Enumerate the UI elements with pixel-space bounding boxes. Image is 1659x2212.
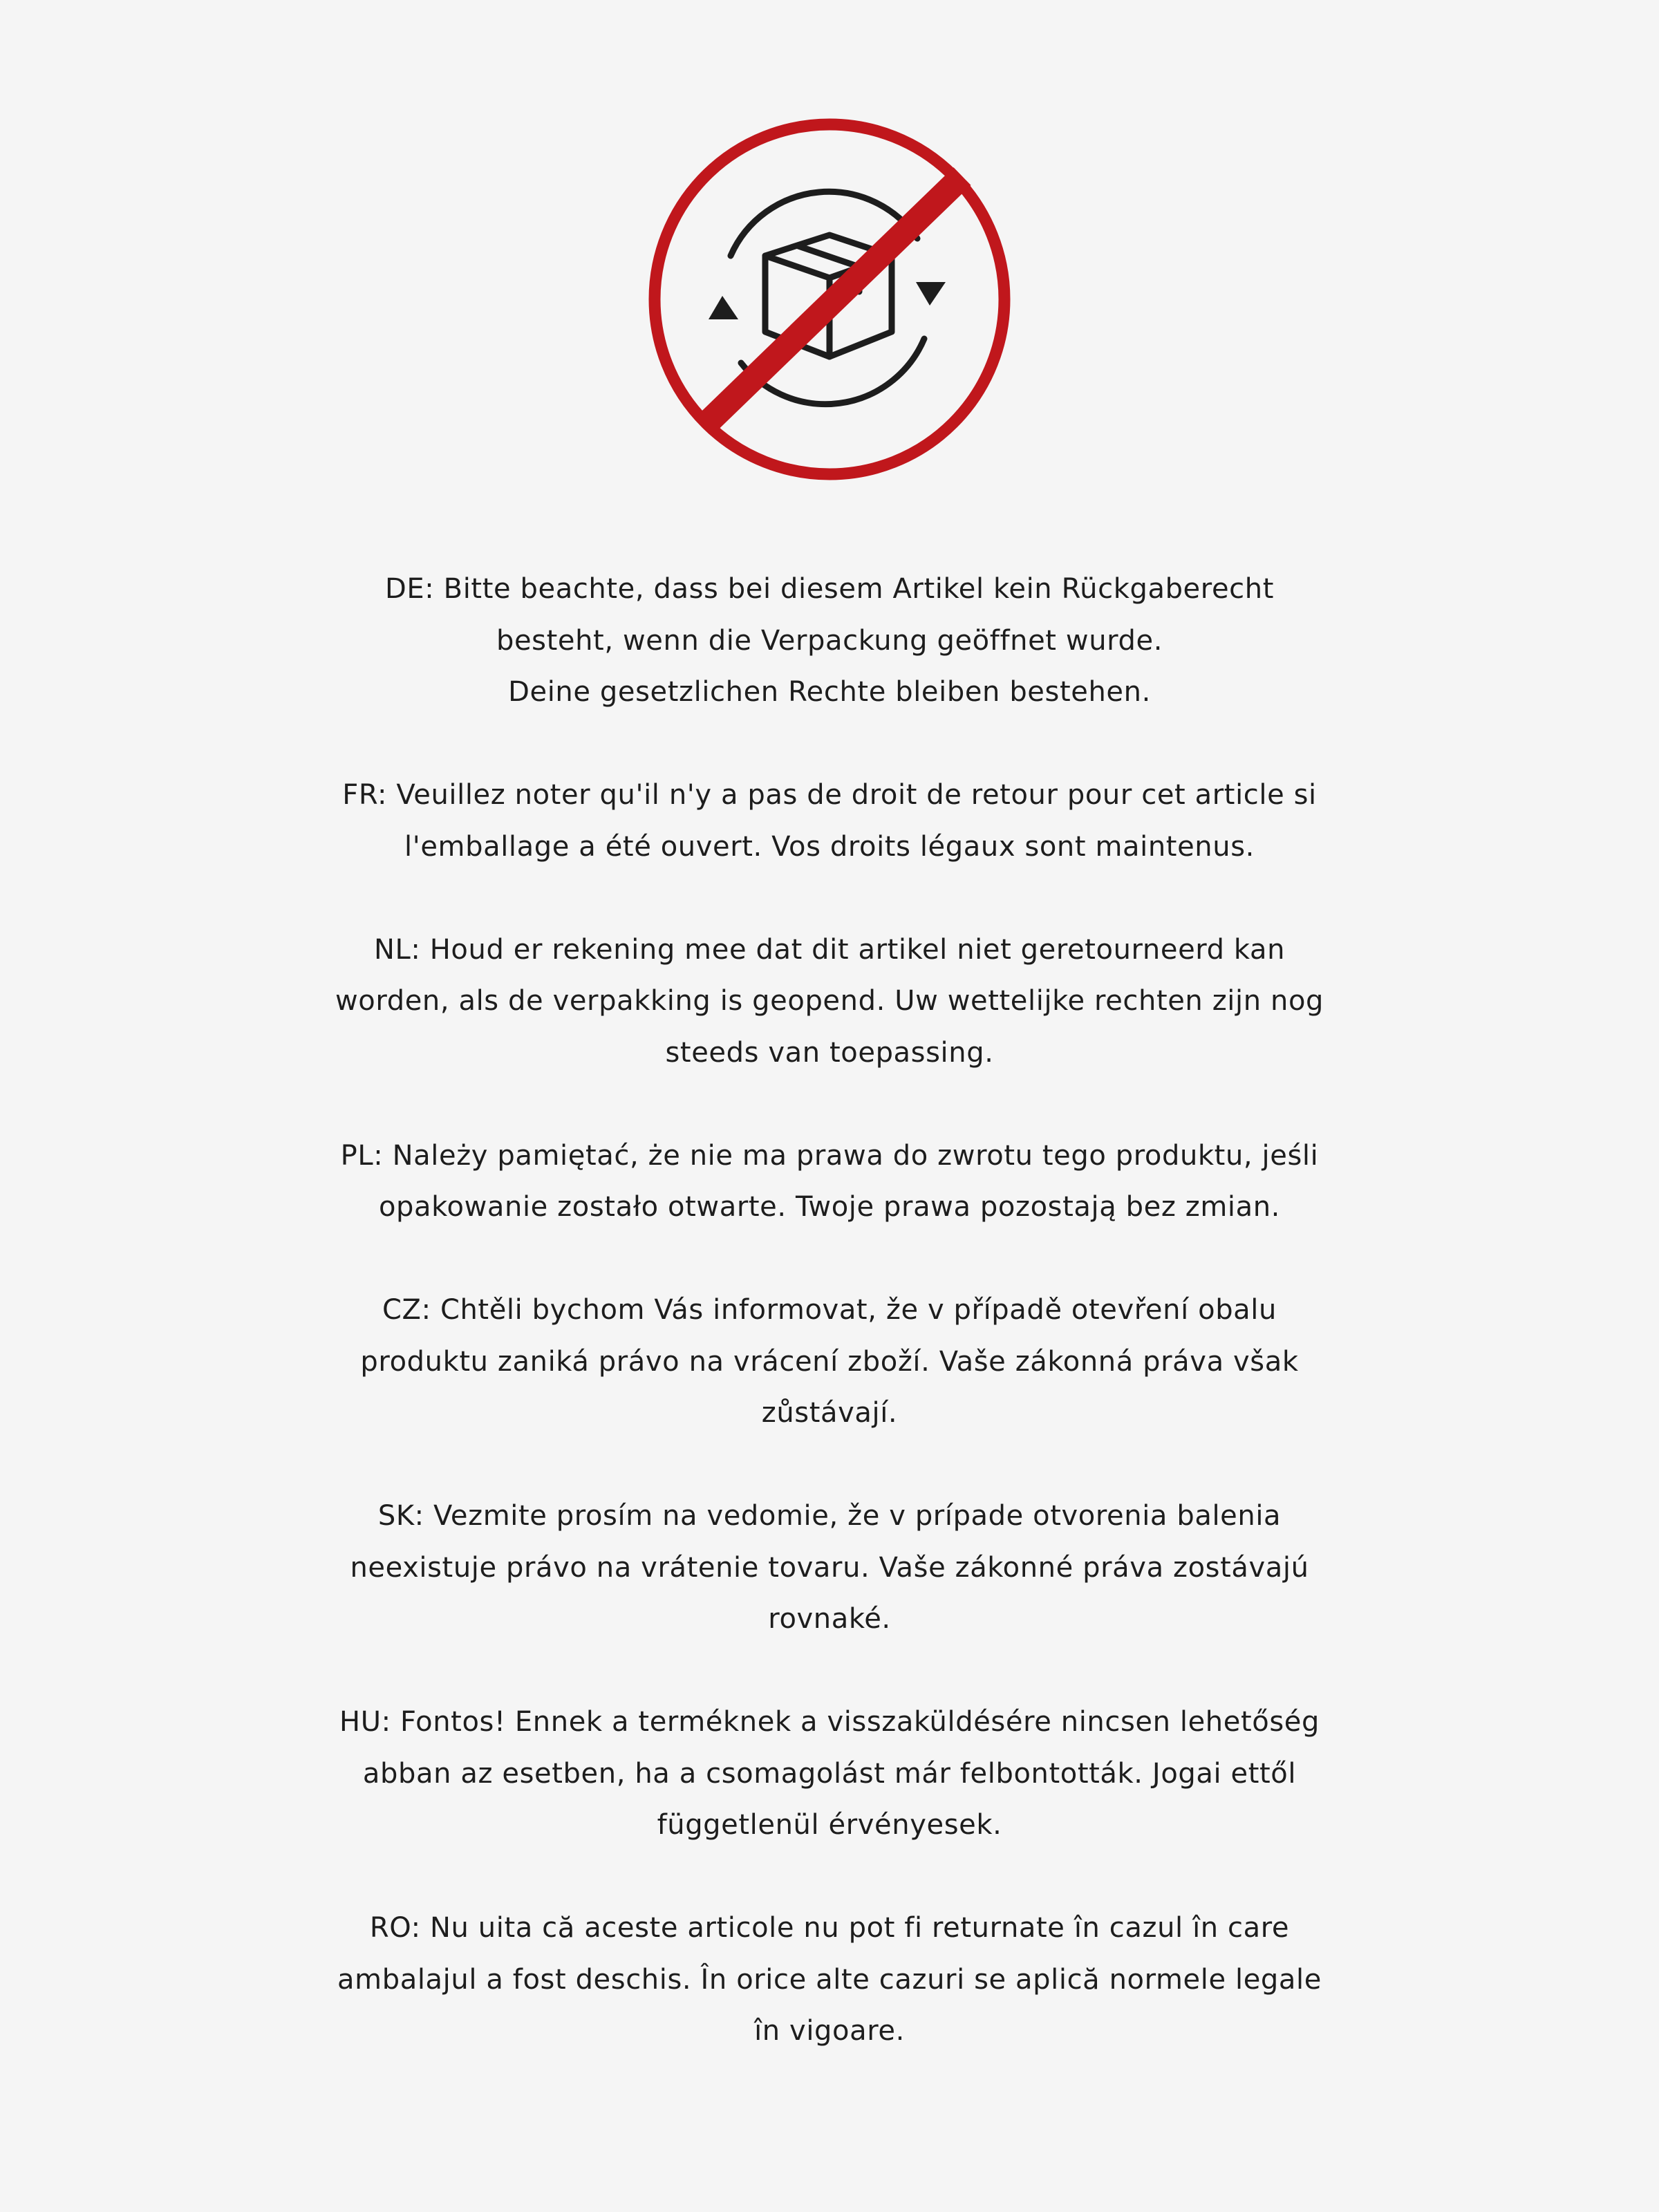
notice-fr [304,769,1355,872]
notice-pl [304,1130,1355,1233]
notice-line: în vigoare. [754,2015,905,2047]
notice-line: abban az esetben, ha a csomagolást már felbontották. Jogai ettől [362,1757,1297,1790]
notice-line: CZ: Chtěli bychom Vás informovat, že v případě otevření obalu [382,1294,1277,1326]
notice-line: ambalajul a fost deschis. În orice alte cazuri se aplică normele legale [337,1963,1322,1996]
notice-line: RO: Nu uita că aceste articole nu pot fi returnate în cazul în care [369,1912,1290,1944]
notice-line: l'emballage a été ouvert. Vos droits légaux sont maintenus. [404,830,1255,863]
notice-nl [304,924,1355,1079]
notice-line: SK: Vezmite prosím na vedomie, že v prípade otvorenia balenia [377,1500,1282,1532]
notice-line: PL: Należy pamiętać, że nie ma prawa do zwrotu tego produktu, jeśli [340,1139,1319,1172]
notice-line: FR: Veuillez noter qu'il n'y a pas de droit de retour pour cet article si [342,779,1317,811]
notice-hu [304,1696,1355,1851]
notice-line: opakowanie zostało otwarte. Twoje prawa pozostają bez zmian. [378,1191,1280,1223]
no-return-box-icon [648,118,1011,481]
notice-line: produktu zaniká právo na vrácení zboží. Vaše zákonná práva však [360,1345,1299,1378]
notice-line: zůstávají. [761,1397,898,1429]
notice-line: steeds van toepassing. [665,1036,994,1069]
notice-de [304,563,1355,718]
notice-cz [304,1284,1355,1439]
notice-line: NL: Houd er rekening mee dat dit artikel niet geretourneerd kan [373,933,1286,966]
notice-line: függetlenül érvényesek. [657,1809,1002,1841]
notice-line: HU: Fontos! Ennek a terméknek a visszaküldésére nincsen lehetőség [339,1706,1320,1738]
notice-line: DE: Bitte beachte, dass bei diesem Artikel kein Rückgaberecht [385,573,1274,605]
notice-line: rovnaké. [768,1603,891,1635]
notice-sk [304,1490,1355,1645]
notice-line: neexistuje právo na vrátenie tovaru. Vaše zákonné práva zostávajú [350,1551,1309,1584]
notice-line: Deine gesetzlichen Rechte bleiben bestehen. [508,676,1151,708]
notice-line: worden, als de verpakking is geopend. Uw wettelijke rechten zijn nog [335,985,1324,1017]
return-policy-notices [304,563,1355,2057]
notice-ro [304,1902,1355,2057]
notice-line: besteht, wenn die Verpackung geöffnet wurde. [496,624,1163,657]
